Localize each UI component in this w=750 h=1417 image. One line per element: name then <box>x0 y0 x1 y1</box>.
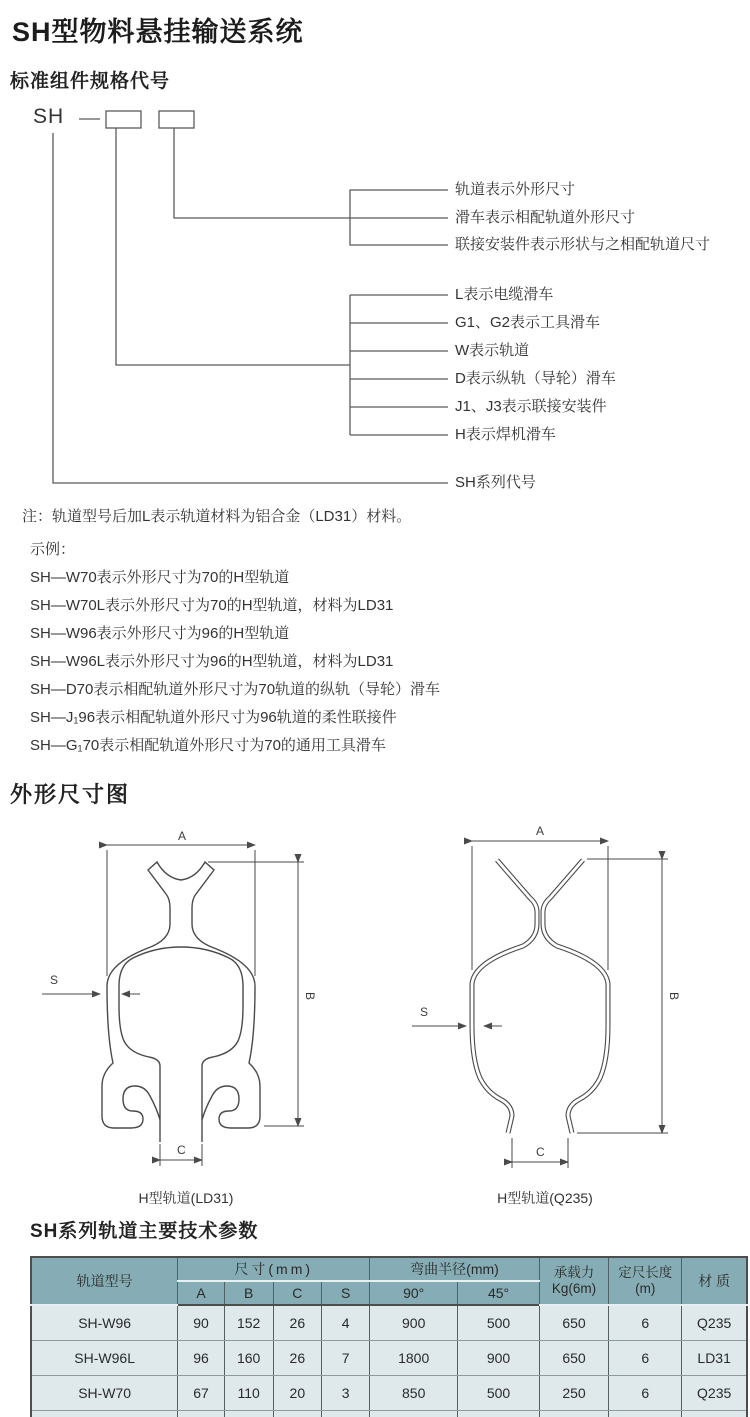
example-line: SH—J₁96表示相配轨道外形尺寸为96轨道的柔性联接件 <box>30 709 397 726</box>
spec-table <box>30 1256 748 1417</box>
code-prefix: SH <box>33 105 65 128</box>
branch-label: G1、G2表示工具滑车 <box>455 314 601 331</box>
page-title: SH型物料悬挂输送系统 <box>12 17 304 47</box>
cell-c <box>273 1411 322 1417</box>
cell-load: 250 <box>539 1376 608 1411</box>
dim-s-label: S <box>50 973 59 987</box>
col-header-length-line2: (m) <box>635 1281 656 1296</box>
series-label: SH系列代号 <box>455 474 536 491</box>
dim-b-label: B <box>667 992 681 1001</box>
cell-len: 6 <box>609 1341 682 1376</box>
cell-c: 26 <box>273 1305 322 1341</box>
cell-model <box>31 1411 178 1417</box>
branch-label: W表示轨道 <box>455 342 530 359</box>
cell-len <box>609 1411 682 1417</box>
dim-a-label: A <box>536 824 545 838</box>
table-section-heading: SH系列轨道主要技术参数 <box>30 1221 259 1242</box>
branch-label: D表示纵轨（导轮）滑车 <box>455 370 616 387</box>
col-header-b: B <box>224 1281 273 1305</box>
cell-c: 20 <box>273 1376 322 1411</box>
cell-r45 <box>458 1411 540 1417</box>
col-header-radius-group: 弯曲半径(mm) <box>370 1257 540 1281</box>
cell-load: 650 <box>539 1341 608 1376</box>
cell-r90 <box>370 1411 458 1417</box>
code-box-2 <box>159 111 194 128</box>
dim-b-label: B <box>303 992 317 1001</box>
dim-c-label: C <box>536 1145 545 1159</box>
rail-cross-section-outline <box>102 862 260 1142</box>
cell-c: 26 <box>273 1341 322 1376</box>
note-line: 注：轨道型号后加L表示轨道材料为铝合金（LD31）材料。 <box>22 508 412 525</box>
cell-model: SH-W96L <box>31 1341 178 1376</box>
cell-r45: 900 <box>458 1341 540 1376</box>
cell-s: 3 <box>322 1376 370 1411</box>
cell-r90: 900 <box>370 1305 458 1341</box>
cell-a <box>178 1411 225 1417</box>
branch-label: L表示电缆滑车 <box>455 286 554 303</box>
cell-r45: 500 <box>458 1305 540 1341</box>
cell-b: 110 <box>224 1376 273 1411</box>
col-header-load-line1: 承载力 <box>553 1265 595 1280</box>
cell-s <box>322 1411 370 1417</box>
code-section-heading: 标准组件规格代号 <box>10 71 171 92</box>
col-header-length <box>609 1257 682 1305</box>
left-diagram-caption: H型轨道(LD31) <box>138 1190 234 1206</box>
cell-len: 6 <box>609 1376 682 1411</box>
code-box-1 <box>106 111 141 128</box>
table-row <box>31 1376 747 1411</box>
rail-cross-section-outline <box>472 860 608 1133</box>
table-row <box>31 1341 747 1376</box>
example-line: SH—D70表示相配轨道外形尺寸为70轨道的纵轨（导轮）滑车 <box>30 681 441 698</box>
col-header-45: 45° <box>458 1281 540 1305</box>
col-header-model: 轨道型号 <box>31 1257 178 1305</box>
cell-load <box>539 1411 608 1417</box>
cell-r90: 850 <box>370 1376 458 1411</box>
cell-s: 4 <box>322 1305 370 1341</box>
branch-label: 联接安装件表示形状与之相配轨道尺寸 <box>455 236 711 253</box>
example-line: SH—W70L表示外形尺寸为70的H型轨道，材料为LD31 <box>30 597 394 614</box>
cell-a: 67 <box>178 1376 225 1411</box>
col-header-load <box>539 1257 608 1305</box>
cell-a: 90 <box>178 1305 225 1341</box>
cell-b: 152 <box>224 1305 273 1341</box>
cell-b <box>224 1411 273 1417</box>
cell-material: LD31 <box>682 1341 747 1376</box>
cell-s: 7 <box>322 1341 370 1376</box>
example-line: SH—W96L表示外形尺寸为96的H型轨道，材料为LD31 <box>30 653 394 670</box>
col-header-s: S <box>322 1281 370 1305</box>
dim-c-label: C <box>177 1143 186 1157</box>
col-header-90: 90° <box>370 1281 458 1305</box>
table-row <box>31 1305 747 1341</box>
col-header-c: C <box>273 1281 322 1305</box>
rail-profile-q235-diagram <box>400 820 710 1188</box>
cell-a: 96 <box>178 1341 225 1376</box>
branch-label: 轨道表示外形尺寸 <box>455 181 576 198</box>
col-header-load-line2: Kg(6m) <box>551 1281 597 1296</box>
right-diagram-caption: H型轨道(Q235) <box>497 1190 593 1206</box>
series-connector <box>53 133 448 483</box>
cell-r90: 1800 <box>370 1341 458 1376</box>
cell-b: 160 <box>224 1341 273 1376</box>
dimension-section-heading: 外形尺寸图 <box>10 782 131 807</box>
example-line: SH—W96表示外形尺寸为96的H型轨道 <box>30 625 290 642</box>
example-line: SH—W70表示外形尺寸为70的H型轨道 <box>30 569 290 586</box>
branch-label: 滑车表示相配轨道外形尺寸 <box>455 209 636 226</box>
examples-heading: 示例： <box>30 541 76 558</box>
cell-material <box>682 1411 747 1417</box>
dim-s-label: S <box>420 1005 429 1019</box>
cell-r45: 500 <box>458 1376 540 1411</box>
example-line: SH—G₁70表示相配轨道外形尺寸为70的通用工具滑车 <box>30 737 386 754</box>
col-header-a: A <box>178 1281 225 1305</box>
branch-label: J1、J3表示联接安装件 <box>455 398 607 415</box>
mid-connector <box>116 128 350 365</box>
rail-profile-ld31-diagram <box>36 826 336 1178</box>
cell-load: 650 <box>539 1305 608 1341</box>
cell-model: SH-W96 <box>31 1305 178 1341</box>
branch-label: H表示焊机滑车 <box>455 426 556 443</box>
code-tree-diagram <box>0 95 750 495</box>
cell-len: 6 <box>609 1305 682 1341</box>
table-row-partial <box>31 1411 747 1417</box>
col-header-length-line1: 定尺长度 <box>618 1265 673 1280</box>
col-header-size-group: 尺寸(mm) <box>178 1257 370 1281</box>
dim-a-label: A <box>178 829 187 843</box>
col-header-material: 材 质 <box>682 1257 747 1305</box>
cell-material: Q235 <box>682 1305 747 1341</box>
dim-a-lines <box>472 841 608 970</box>
cell-material: Q235 <box>682 1376 747 1411</box>
cell-model: SH-W70 <box>31 1376 178 1411</box>
spec-table-wrapper <box>30 1256 748 1417</box>
top-connector <box>174 128 448 218</box>
